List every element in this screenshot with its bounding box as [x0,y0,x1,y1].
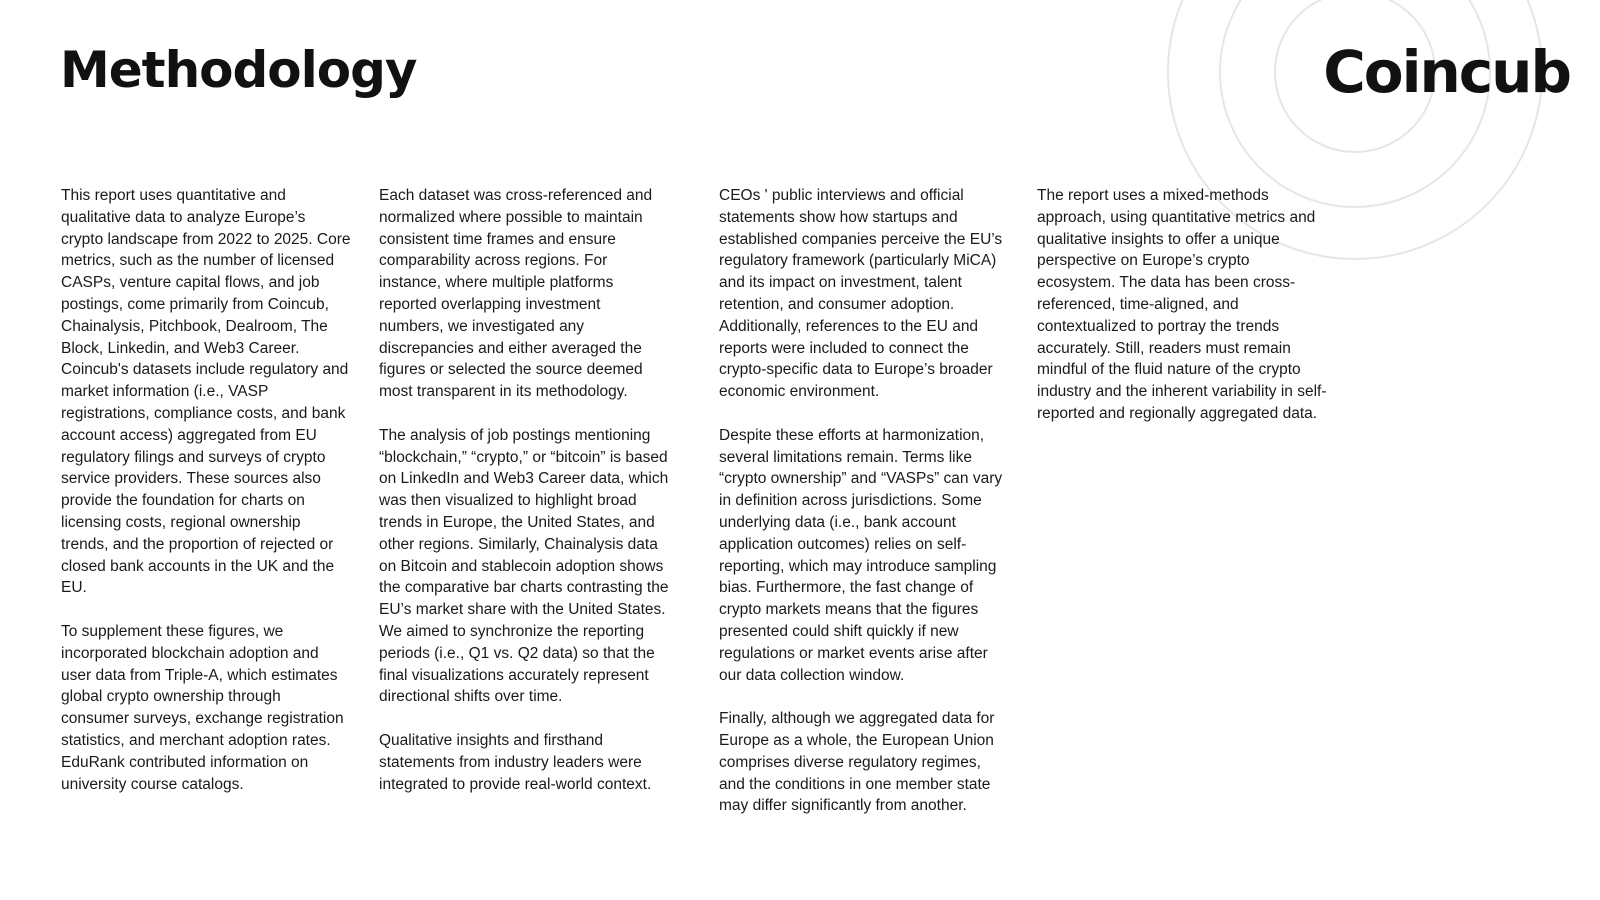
paragraph: CEOs ' public interviews and official statements show how startups and established companies perceive the EU’s regulatory framework (particularly MiCA) and its impact on investment, talent retention, and consumer adoption. Additionally, references to the EU and reports were included to connect the crypto-specific data to Europe’s broader economic environment. [719,187,1003,401]
paragraph: The report uses a mixed-methods approach, using quantitative metrics and qualitative insights to offer a unique perspective on Europe’s crypto ecosystem. The data has been cross-referenced, time-aligned, and contextualized to portray the trends accurately. Still, readers must remain mindful of the fluid nature of the crypto industry and the inherent variability in self-reported and regionally aggregated data. [1037,187,1327,422]
text-column-4 [1037,185,1327,425]
paragraph: Finally, although we aggregated data for Europe as a whole, the European Union comprises diverse regulatory regimes, and the conditions in one member state may differ significantly from another. [719,710,995,815]
brand-logo: Coincub [1323,38,1570,106]
paragraph: Qualitative insights and firsthand statements from industry leaders were integrated to provide real-world context. [379,731,652,793]
page-title: Methodology [60,41,417,99]
paragraph: This report uses quantitative and qualitative data to analyze Europe’s crypto landscape from 2022 to 2025. Core metrics, such as the number of licensed CASPs, venture capital flows, and job postings, come primarily from Coincub, Chainalysis, Pitchbook, Dealroom, The Block, Linkedin, and Web3 Career. Coincub's datasets include regulatory and market information (i.e., VASP registrations, compliance costs, and bank account access) aggregated from EU regulatory filings and surveys of crypto service providers. These sources also provide the foundation for charts on licensing costs, regional ownership trends, and the proportion of rejected or closed bank accounts in the UK and the EU. [61,187,351,597]
paragraph: Each dataset was cross-referenced and normalized where possible to maintain consistent time frames and ensure comparability across regions. For instance, where multiple platforms reported overlapping investment numbers, we investigated any discrepancies and either averaged the figures or selected the source deemed most transparent in its methodology. [379,187,653,401]
text-column-3 [719,185,1009,817]
paragraph: The analysis of job postings mentioning “blockchain,” “crypto,” or “bitcoin” is based on LinkedIn and Web3 Career data, which was then visualized to highlight broad trends in Europe, the United States, and other regions. Similarly, Chainalysis data on Bitcoin and stablecoin adoption shows the comparative bar charts contrasting the EU’s market share with the United States. We aimed to synchronize the reporting periods (i.e., Q1 vs. Q2 data) so that the final visualizations accurately represent directional shifts over time. [379,426,669,706]
text-column-1 [61,185,351,795]
text-column-2 [379,185,669,795]
paragraph: To supplement these figures, we incorporated blockchain adoption and user data from Triple-A, which estimates global crypto ownership through consumer surveys, exchange registration statistics, and merchant adoption rates. EduRank contributed information on university course catalogs. [61,622,344,793]
paragraph: Despite these efforts at harmonization, several limitations remain. Terms like “crypto ownership” and “VASPs” can vary in definition across jurisdictions. Some underlying data (i.e., bank account application outcomes) relies on self-reporting, which may introduce sampling bias. Furthermore, the fast change of crypto markets means that the figures presented could shift quickly if new regulations or market events arise after our data collection window. [719,426,1003,684]
